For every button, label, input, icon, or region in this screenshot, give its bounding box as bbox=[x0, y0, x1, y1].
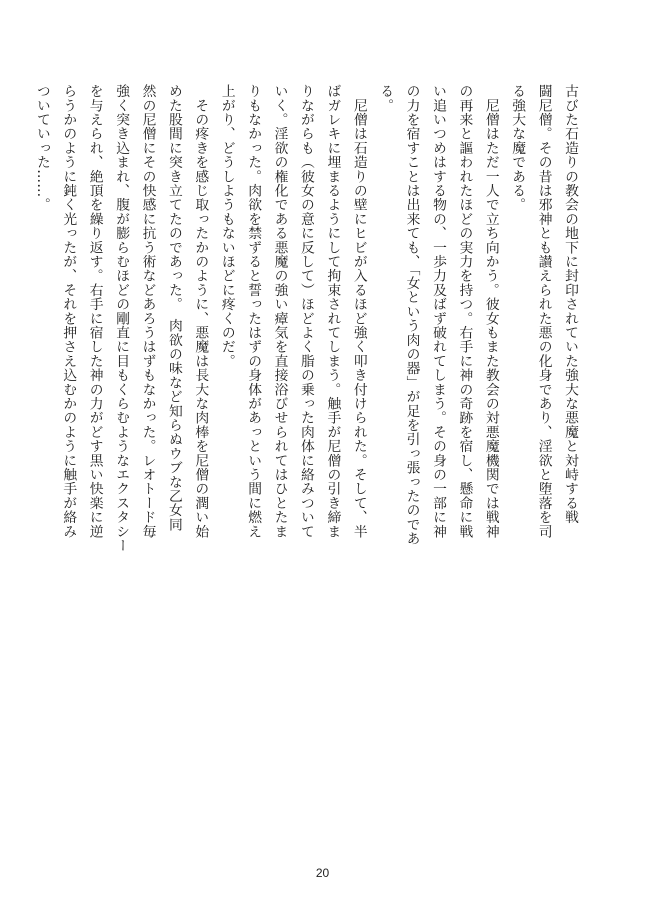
text-line: ついていった……。 bbox=[33, 84, 50, 212]
text-line: 上がり、どうしようもないほどに疼くのだ。 bbox=[218, 84, 235, 368]
text-line: 然の尼僧にその快感に抗う術などあろうはずもなかった。レオトード毎 bbox=[139, 84, 156, 539]
text-line: 強く突き込まれ、腹が膨らむほどの剛直に目もくらむようなエクスタシー bbox=[113, 84, 130, 553]
text-line: りもなかった。肉欲を禁ずると誓ったはずの身体があっという間に燃え bbox=[245, 84, 262, 539]
text-line: 尼僧はただ一人で立ち向かう。彼女もまた教会の対悪魔機関では戦神 bbox=[482, 84, 499, 539]
vertical-text-block bbox=[33, 84, 583, 684]
text-line: 闘尼僧。その昔は邪神とも讃えられた悪の化身であり、淫欲と堕落を司 bbox=[535, 84, 552, 539]
text-line: の力を宿すことは出来ても、「女という肉の器」が足を引っ張ったのであ bbox=[403, 84, 420, 546]
page-number: 20 bbox=[315, 866, 330, 880]
text-line: る。 bbox=[377, 84, 394, 113]
text-line: い追いつめはする物の、一歩力及ばず破れてしまう。その身の一部に神 bbox=[429, 84, 446, 539]
text-line: を与えられ、絶頂を繰り返す。右手に宿した神の力がどす黒い快楽に逆 bbox=[86, 84, 103, 539]
text-line: りながらも（彼女の意に反して）ほどよく脂の乗った肉体に絡みついて bbox=[297, 84, 314, 539]
text-line: る強大な魔である。 bbox=[509, 84, 526, 212]
text-line: ばガレキに埋まるようにして拘束されてしまう。触手が尼僧の引き締ま bbox=[324, 84, 341, 539]
text-line: いく。淫欲の権化である悪魔の強い瘴気を直接浴びせられてはひとたま bbox=[271, 84, 288, 539]
text-line: 古びた石造りの教会の地下に封印されていた強大な悪魔と対峙する戦 bbox=[562, 84, 578, 525]
text-line: めた股間に突き立てたのであった。 肉欲の味など知らぬウブな乙女同 bbox=[165, 84, 182, 532]
text-line: らうかのように鈍く光ったが、それを押さえ込むかのように触手が絡み bbox=[60, 84, 77, 539]
text-line: 尼僧は石造りの壁にヒビが入るほど強く叩き付けられた。そして、半 bbox=[350, 84, 367, 539]
text-line: その疼きを感じ取ったかのように、悪魔は長大な肉棒を尼僧の潤い始 bbox=[192, 84, 209, 539]
text-line: の再来と謳われたほどの実力を持つ。右手に神の奇跡を宿し、懸命に戦 bbox=[456, 84, 473, 539]
